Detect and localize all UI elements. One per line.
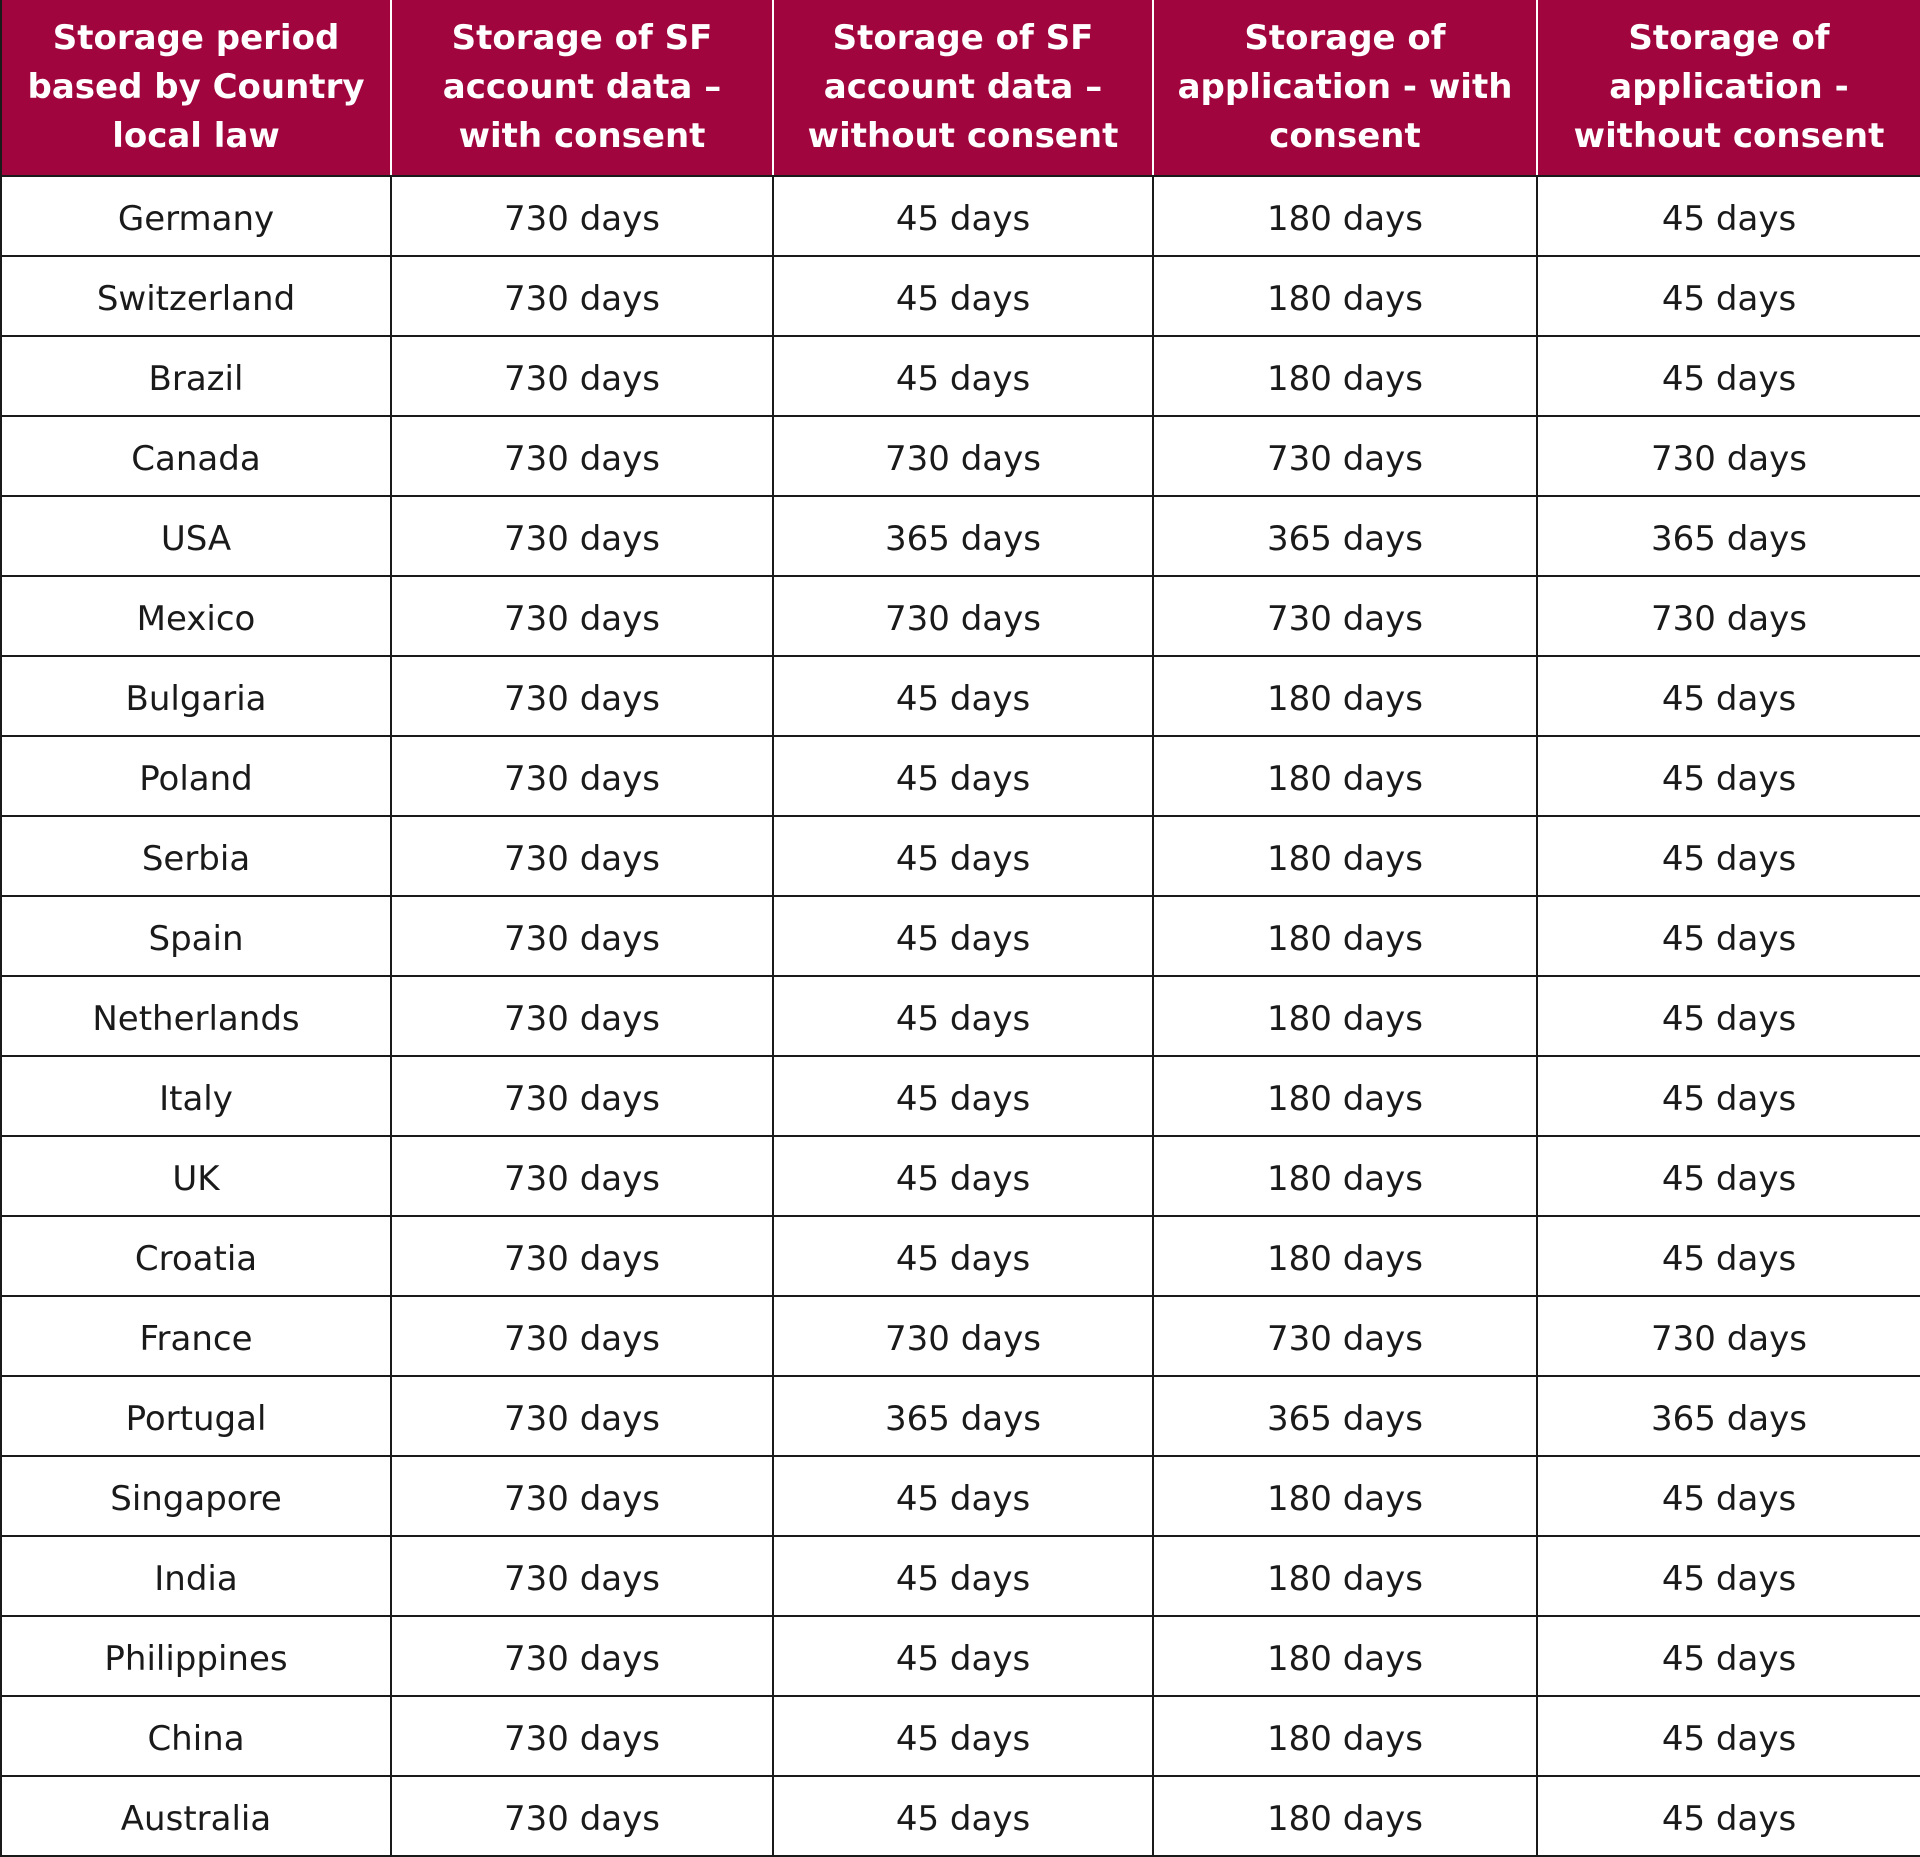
cell-sf-account-with-consent: 730 days	[391, 1456, 773, 1536]
cell-application-without-consent: 45 days	[1537, 256, 1920, 336]
cell-country: Poland	[1, 736, 391, 816]
cell-country: China	[1, 1696, 391, 1776]
cell-application-with-consent: 180 days	[1153, 1616, 1537, 1696]
cell-application-without-consent: 45 days	[1537, 736, 1920, 816]
table-row	[1, 1296, 1920, 1376]
cell-country: Germany	[1, 176, 391, 256]
cell-application-without-consent: 45 days	[1537, 1136, 1920, 1216]
cell-sf-account-with-consent: 730 days	[391, 896, 773, 976]
table-row	[1, 576, 1920, 656]
cell-sf-account-without-consent: 730 days	[773, 416, 1153, 496]
table-row	[1, 656, 1920, 736]
cell-sf-account-with-consent: 730 days	[391, 1616, 773, 1696]
cell-application-without-consent: 45 days	[1537, 1456, 1920, 1536]
cell-country: Netherlands	[1, 976, 391, 1056]
cell-sf-account-with-consent: 730 days	[391, 1056, 773, 1136]
cell-sf-account-without-consent: 45 days	[773, 1216, 1153, 1296]
cell-country: Serbia	[1, 816, 391, 896]
cell-application-with-consent: 180 days	[1153, 816, 1537, 896]
cell-sf-account-without-consent: 45 days	[773, 976, 1153, 1056]
cell-application-without-consent: 45 days	[1537, 896, 1920, 976]
cell-application-with-consent: 365 days	[1153, 496, 1537, 576]
cell-sf-account-with-consent: 730 days	[391, 1296, 773, 1376]
cell-application-with-consent: 180 days	[1153, 1696, 1537, 1776]
cell-application-with-consent: 180 days	[1153, 1216, 1537, 1296]
cell-country: Singapore	[1, 1456, 391, 1536]
cell-application-without-consent: 45 days	[1537, 1056, 1920, 1136]
table-row	[1, 736, 1920, 816]
cell-sf-account-with-consent: 730 days	[391, 256, 773, 336]
table-row	[1, 1616, 1920, 1696]
table-row	[1, 1696, 1920, 1776]
table-row	[1, 1056, 1920, 1136]
cell-application-without-consent: 45 days	[1537, 656, 1920, 736]
cell-country: UK	[1, 1136, 391, 1216]
cell-application-with-consent: 180 days	[1153, 1056, 1537, 1136]
table-row	[1, 336, 1920, 416]
table-row	[1, 416, 1920, 496]
cell-application-without-consent: 730 days	[1537, 416, 1920, 496]
cell-sf-account-with-consent: 730 days	[391, 816, 773, 896]
cell-application-without-consent: 730 days	[1537, 576, 1920, 656]
cell-application-with-consent: 180 days	[1153, 976, 1537, 1056]
table-row	[1, 896, 1920, 976]
cell-sf-account-with-consent: 730 days	[391, 736, 773, 816]
cell-sf-account-without-consent: 45 days	[773, 896, 1153, 976]
table-row	[1, 1536, 1920, 1616]
cell-application-without-consent: 365 days	[1537, 496, 1920, 576]
cell-sf-account-with-consent: 730 days	[391, 1696, 773, 1776]
table-row	[1, 1776, 1920, 1856]
cell-sf-account-without-consent: 730 days	[773, 1296, 1153, 1376]
cell-application-without-consent: 45 days	[1537, 336, 1920, 416]
cell-sf-account-without-consent: 730 days	[773, 576, 1153, 656]
cell-country: France	[1, 1296, 391, 1376]
table-row	[1, 1136, 1920, 1216]
cell-application-without-consent: 45 days	[1537, 1696, 1920, 1776]
table-row	[1, 1216, 1920, 1296]
cell-sf-account-with-consent: 730 days	[391, 1376, 773, 1456]
cell-country: Mexico	[1, 576, 391, 656]
cell-application-with-consent: 180 days	[1153, 1536, 1537, 1616]
header-sf-account-with-consent: Storage of SF account data – with consent	[391, 0, 773, 176]
cell-sf-account-without-consent: 45 days	[773, 1056, 1153, 1136]
header-sf-account-without-consent: Storage of SF account data – without consent	[773, 0, 1153, 176]
cell-country: Canada	[1, 416, 391, 496]
cell-sf-account-without-consent: 45 days	[773, 656, 1153, 736]
cell-sf-account-with-consent: 730 days	[391, 496, 773, 576]
cell-sf-account-with-consent: 730 days	[391, 336, 773, 416]
cell-country: Spain	[1, 896, 391, 976]
cell-country: India	[1, 1536, 391, 1616]
cell-application-without-consent: 45 days	[1537, 1616, 1920, 1696]
cell-sf-account-with-consent: 730 days	[391, 576, 773, 656]
cell-sf-account-with-consent: 730 days	[391, 976, 773, 1056]
cell-sf-account-with-consent: 730 days	[391, 1536, 773, 1616]
cell-application-without-consent: 45 days	[1537, 816, 1920, 896]
cell-sf-account-without-consent: 365 days	[773, 1376, 1153, 1456]
table-row	[1, 256, 1920, 336]
cell-sf-account-with-consent: 730 days	[391, 176, 773, 256]
cell-application-with-consent: 180 days	[1153, 1776, 1537, 1856]
cell-sf-account-without-consent: 45 days	[773, 1456, 1153, 1536]
cell-sf-account-without-consent: 45 days	[773, 1136, 1153, 1216]
cell-sf-account-without-consent: 45 days	[773, 336, 1153, 416]
table-row	[1, 1456, 1920, 1536]
cell-application-with-consent: 180 days	[1153, 256, 1537, 336]
cell-application-without-consent: 365 days	[1537, 1376, 1920, 1456]
cell-application-with-consent: 180 days	[1153, 336, 1537, 416]
cell-application-without-consent: 45 days	[1537, 1216, 1920, 1296]
cell-country: Switzerland	[1, 256, 391, 336]
table-body	[1, 176, 1920, 1856]
cell-application-without-consent: 45 days	[1537, 176, 1920, 256]
cell-country: Portugal	[1, 1376, 391, 1456]
cell-sf-account-with-consent: 730 days	[391, 1776, 773, 1856]
table-row	[1, 976, 1920, 1056]
cell-application-with-consent: 730 days	[1153, 416, 1537, 496]
cell-sf-account-without-consent: 45 days	[773, 176, 1153, 256]
table-header	[1, 0, 1920, 176]
table-row	[1, 176, 1920, 256]
table-row	[1, 496, 1920, 576]
cell-application-without-consent: 45 days	[1537, 1776, 1920, 1856]
cell-country: Brazil	[1, 336, 391, 416]
cell-sf-account-with-consent: 730 days	[391, 1136, 773, 1216]
cell-country: Philippines	[1, 1616, 391, 1696]
cell-application-without-consent: 730 days	[1537, 1296, 1920, 1376]
cell-sf-account-without-consent: 45 days	[773, 1536, 1153, 1616]
table-row	[1, 1376, 1920, 1456]
cell-sf-account-without-consent: 45 days	[773, 1776, 1153, 1856]
cell-country: Bulgaria	[1, 656, 391, 736]
cell-application-with-consent: 180 days	[1153, 1456, 1537, 1536]
cell-application-with-consent: 730 days	[1153, 1296, 1537, 1376]
cell-sf-account-without-consent: 45 days	[773, 816, 1153, 896]
cell-application-with-consent: 730 days	[1153, 576, 1537, 656]
header-application-with-consent: Storage of application - with consent	[1153, 0, 1537, 176]
cell-sf-account-without-consent: 45 days	[773, 1696, 1153, 1776]
cell-application-without-consent: 45 days	[1537, 1536, 1920, 1616]
cell-sf-account-without-consent: 45 days	[773, 736, 1153, 816]
cell-sf-account-without-consent: 45 days	[773, 256, 1153, 336]
cell-application-without-consent: 45 days	[1537, 976, 1920, 1056]
cell-application-with-consent: 180 days	[1153, 176, 1537, 256]
cell-application-with-consent: 365 days	[1153, 1376, 1537, 1456]
header-country: Storage period based by Country local law	[1, 0, 391, 176]
cell-sf-account-without-consent: 45 days	[773, 1616, 1153, 1696]
header-row	[1, 0, 1920, 176]
cell-application-with-consent: 180 days	[1153, 896, 1537, 976]
cell-sf-account-without-consent: 365 days	[773, 496, 1153, 576]
cell-country: Croatia	[1, 1216, 391, 1296]
cell-application-with-consent: 180 days	[1153, 656, 1537, 736]
table-row	[1, 816, 1920, 896]
cell-sf-account-with-consent: 730 days	[391, 416, 773, 496]
cell-sf-account-with-consent: 730 days	[391, 656, 773, 736]
cell-application-with-consent: 180 days	[1153, 1136, 1537, 1216]
cell-sf-account-with-consent: 730 days	[391, 1216, 773, 1296]
cell-application-with-consent: 180 days	[1153, 736, 1537, 816]
header-application-without-consent: Storage of application - without consent	[1537, 0, 1920, 176]
cell-country: Australia	[1, 1776, 391, 1856]
cell-country: USA	[1, 496, 391, 576]
cell-country: Italy	[1, 1056, 391, 1136]
